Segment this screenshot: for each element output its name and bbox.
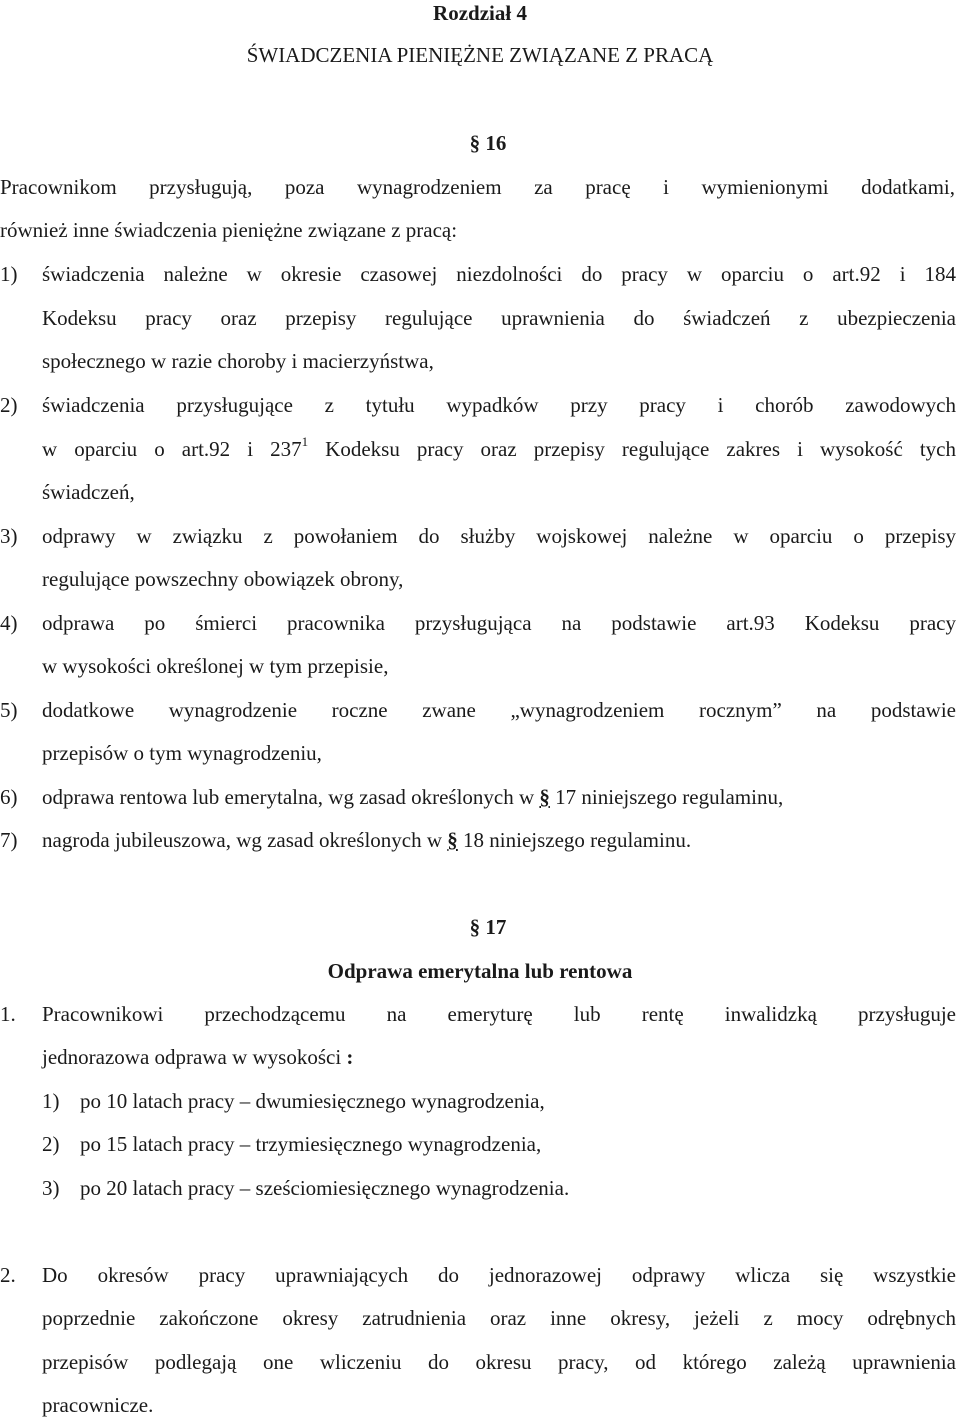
section-symbol: §: [539, 785, 550, 809]
list-item-text: odprawa po śmierci pracownika przysługująca na podstawie art.93 Kodeksu pracy: [42, 611, 956, 635]
list-item-number: 7): [0, 828, 18, 852]
sub-list-item-text: po 10 latach pracy – dwumiesięcznego wynagrodzenia,: [80, 1089, 545, 1113]
chapter-label: Rozdział 4: [433, 1, 527, 25]
section-17-title: Odprawa emerytalna lub rentowa: [327, 959, 633, 983]
sub-list-item-number: 2): [42, 1132, 60, 1156]
paragraph-number: 1.: [0, 1002, 16, 1026]
section-16-intro-line-1: Pracownikom przysługują, poza wynagrodzeniem za pracę i wymienionymi dodatkami,: [0, 175, 955, 199]
list-item-text: [42, 784, 956, 810]
sub-list-item-number: 1): [42, 1089, 60, 1113]
section-symbol: §: [469, 915, 481, 939]
list-item-number: 2): [0, 393, 18, 417]
list-item-text-part: nagroda jubileuszowa, wg zasad określonych w: [42, 828, 448, 852]
sub-list-item-number: 3): [42, 1176, 60, 1200]
paragraph-text: [42, 1044, 956, 1070]
section-symbol: §: [469, 131, 481, 155]
chapter-title: ŚWIADCZENIA PIENIĘŻNE ZWIĄZANE Z PRACĄ: [246, 43, 714, 67]
list-item-text: świadczenia przysługujące z tytułu wypadków przy pracy i chorób zawodowych: [42, 393, 956, 417]
list-item-text: regulujące powszechny obowiązek obrony,: [42, 567, 404, 591]
list-item-number: 4): [0, 611, 18, 635]
list-item-text-part: 17 niniejszego regulaminu,: [549, 785, 784, 809]
section-16-heading: [0, 130, 960, 156]
list-item-number: 6): [0, 785, 18, 809]
list-item-text: dodatkowe wynagrodzenie roczne zwane „wynagrodzeniem rocznym” na podstawie: [42, 698, 956, 722]
section-16-intro-line-2: również inne świadczenia pieniężne związane z pracą:: [0, 218, 458, 242]
list-item-text: [42, 827, 956, 853]
list-item-text: świadczeń,: [42, 480, 135, 504]
list-item-text: społecznego w razie choroby i macierzyństwa,: [42, 349, 434, 373]
list-item-text-part: odprawa rentowa lub emerytalna, wg zasad określonych w: [42, 785, 540, 809]
section-number: 17: [485, 915, 507, 939]
paragraph-text: poprzednie zakończone okresy zatrudnienia oraz inne okresy, jeżeli z mocy odrębnych: [42, 1306, 956, 1330]
list-item-number: 5): [0, 698, 18, 722]
list-item-number: 1): [0, 262, 18, 286]
section-symbol: §: [447, 828, 458, 852]
paragraph-text: Do okresów pracy uprawniających do jednorazowej odprawy wlicza się wszystkie: [42, 1263, 956, 1287]
paragraph-text-part: jednorazowa odprawa w wysokości: [42, 1045, 347, 1069]
paragraph-text-part: :: [346, 1045, 354, 1069]
superscript: 1: [301, 434, 309, 449]
list-item-text: Kodeksu pracy oraz przepisy regulujące uprawnienia do świadczeń z ubezpieczenia: [42, 306, 956, 330]
list-item-text: [42, 436, 956, 462]
paragraph-text: przepisów podlegają one wliczeniu do okresu pracy, od którego zależą uprawnienia: [42, 1350, 956, 1374]
list-item-text: przepisów o tym wynagrodzeniu,: [42, 741, 322, 765]
list-item-text-part: Kodeksu pracy oraz przepisy regulujące zakres i wysokość tych: [308, 437, 956, 461]
list-item-number: 3): [0, 524, 18, 548]
sub-list-item-text: po 20 latach pracy – sześciomiesięcznego wynagrodzenia.: [80, 1176, 570, 1200]
list-item-text-part: w oparciu o art.92 i 237: [42, 437, 302, 461]
list-item-text: odprawy w związku z powołaniem do służby wojskowej należne w oparciu o przepisy: [42, 524, 956, 548]
section-number: 16: [485, 131, 507, 155]
paragraph-text: pracownicze.: [42, 1393, 154, 1417]
paragraph-number: 2.: [0, 1263, 16, 1287]
list-item-text-part: 18 niniejszego regulaminu.: [457, 828, 692, 852]
sub-list-item-text: po 15 latach pracy – trzymiesięcznego wynagrodzenia,: [80, 1132, 542, 1156]
list-item-text: w wysokości określonej w tym przepisie,: [42, 654, 389, 678]
list-item-text: świadczenia należne w okresie czasowej niezdolności do pracy w oparciu o art.92 i 184: [42, 262, 956, 286]
section-17-heading: [0, 914, 960, 940]
paragraph-text: Pracownikowi przechodzącemu na emeryturę lub rentę inwalidzką przysługuje: [42, 1002, 956, 1026]
